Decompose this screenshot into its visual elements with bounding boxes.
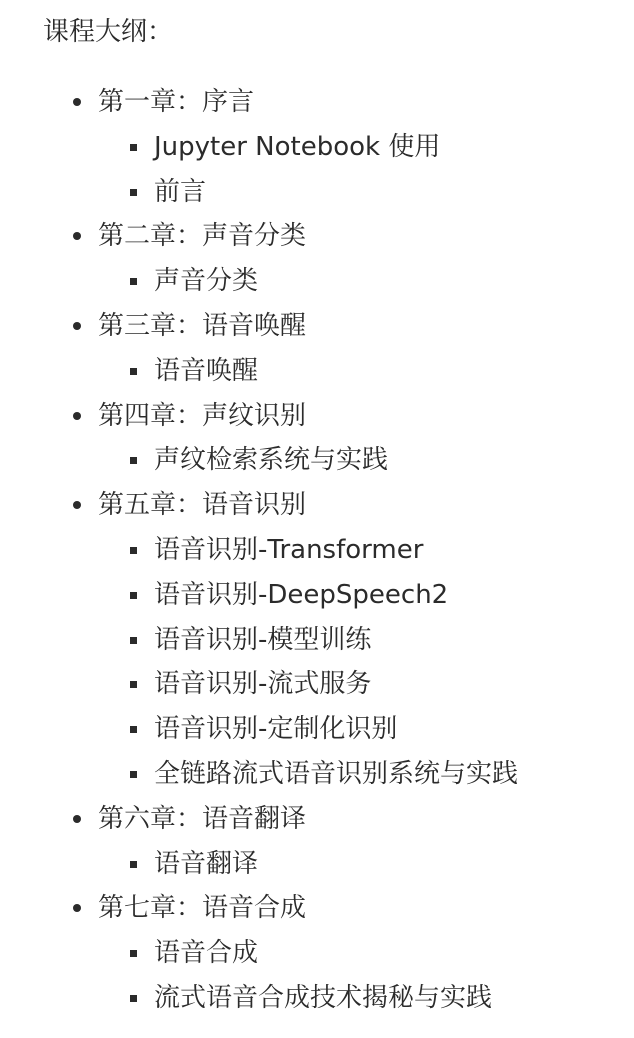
section-title: 语音翻译 [154, 848, 259, 879]
chapter-item [0, 886, 634, 1020]
section-item [0, 752, 634, 797]
bullet-square-icon [130, 457, 137, 464]
bullet-square-icon [130, 995, 137, 1002]
bullet-square-icon [130, 368, 137, 375]
section-title: 语音识别-定制化识别 [154, 714, 398, 745]
section-item [0, 707, 634, 752]
section-title: 语音识别-模型训练 [154, 624, 372, 655]
chapter-item [0, 797, 634, 887]
section-title: Jupyter Notebook 使用 [154, 131, 441, 162]
section-item [0, 259, 634, 304]
section-title: 前言 [154, 176, 207, 207]
section-title: 流式语音合成技术揭秘与实践 [154, 982, 493, 1013]
section-item [0, 349, 634, 394]
section-item [0, 528, 634, 573]
section-title: 语音识别-Transformer [154, 534, 424, 565]
section-title: 语音唤醒 [154, 355, 259, 386]
chapter-title: 第三章：语音唤醒 [98, 310, 307, 341]
section-item [0, 170, 634, 215]
bullet-square-icon [130, 144, 137, 151]
chapter-title: 第五章：语音识别 [98, 490, 307, 521]
chapter-title: 第六章：语音翻译 [98, 803, 307, 834]
section-item [0, 976, 634, 1021]
bullet-square-icon [130, 771, 137, 778]
bullet-disc-icon [73, 904, 81, 912]
bullet-square-icon [130, 861, 137, 868]
bullet-square-icon [130, 637, 137, 644]
chapter-row [0, 80, 634, 125]
section-item [0, 125, 634, 170]
bullet-square-icon [130, 189, 137, 196]
chapter-title: 第二章：声音分类 [98, 221, 307, 252]
section-title: 语音识别-DeepSpeech2 [154, 579, 449, 610]
chapter-row [0, 886, 634, 931]
section-item [0, 931, 634, 976]
bullet-square-icon [130, 681, 137, 688]
chapter-item [0, 483, 634, 797]
section-title: 语音合成 [154, 938, 259, 969]
section-title: 语音识别-流式服务 [154, 669, 372, 700]
bullet-disc-icon [73, 98, 81, 106]
bullet-square-icon [130, 278, 137, 285]
bullet-disc-icon [73, 412, 81, 420]
chapter-item [0, 80, 634, 214]
section-title: 全链路流式语音识别系统与实践 [154, 758, 519, 789]
bullet-disc-icon [73, 322, 81, 330]
bullet-disc-icon [73, 501, 81, 509]
bullet-square-icon [130, 950, 137, 957]
section-title: 声音分类 [154, 266, 259, 297]
chapter-row [0, 394, 634, 439]
section-item [0, 573, 634, 618]
section-item [0, 618, 634, 663]
chapter-row [0, 304, 634, 349]
bullet-disc-icon [73, 815, 81, 823]
bullet-square-icon [130, 547, 137, 554]
bullet-square-icon [130, 726, 137, 733]
section-item [0, 438, 634, 483]
chapter-item [0, 394, 634, 484]
course-outline-list [0, 80, 634, 1021]
section-title: 声纹检索系统与实践 [154, 445, 389, 476]
chapter-row [0, 797, 634, 842]
outline-heading: 课程大纲： [43, 17, 174, 47]
bullet-square-icon [130, 592, 137, 599]
chapter-row [0, 214, 634, 259]
chapter-title: 第一章：序言 [98, 87, 255, 117]
section-item [0, 842, 634, 887]
chapter-row [0, 483, 634, 528]
section-item [0, 662, 634, 707]
chapter-title: 第四章：声纹识别 [98, 400, 307, 431]
bullet-disc-icon [73, 232, 81, 240]
chapter-item [0, 304, 634, 394]
chapter-item [0, 214, 634, 304]
chapter-title: 第七章：语音合成 [98, 893, 307, 924]
